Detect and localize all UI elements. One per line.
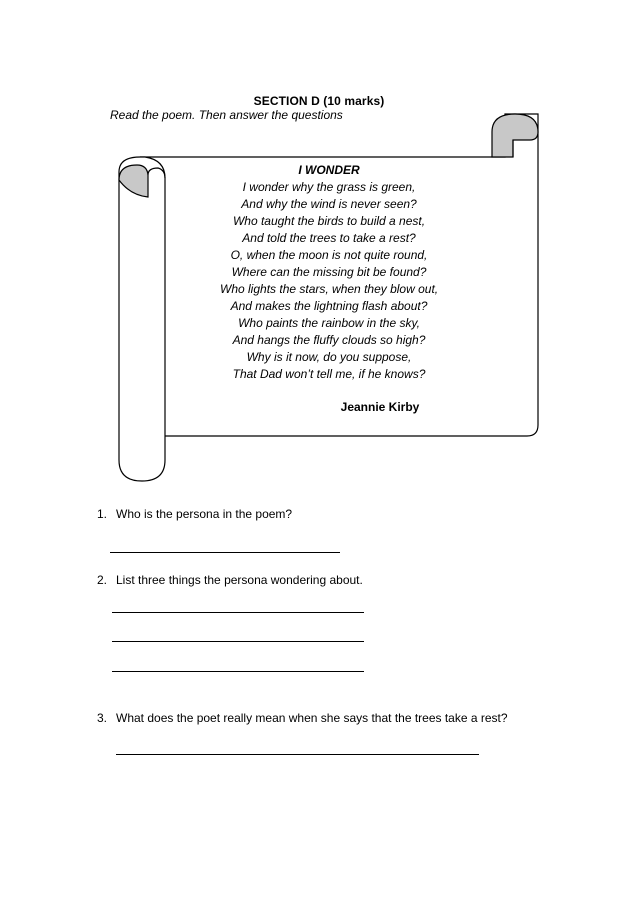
instruction-text: Read the poem. Then answer the questions <box>110 108 343 122</box>
poem-line: And told the trees to take a rest? <box>242 231 416 245</box>
poem-title: I WONDER <box>298 163 360 177</box>
answer-line-q2-1[interactable] <box>112 612 364 613</box>
poem-line: And makes the lightning flash about? <box>230 299 428 313</box>
answer-line-q1[interactable] <box>110 552 340 553</box>
poem-line: And why the wind is never seen? <box>241 197 417 211</box>
poem-line: That Dad won’t tell me, if he knows? <box>232 367 426 381</box>
question-text: List three things the persona wondering about. <box>116 573 363 587</box>
poem-line: I wonder why the grass is green, <box>242 180 416 194</box>
answer-line-q2-2[interactable] <box>112 641 364 642</box>
poem-line: Where can the missing bit be found? <box>231 265 427 279</box>
question-number: 1. <box>97 507 108 521</box>
answer-line-q3[interactable] <box>116 754 479 755</box>
poem-line: And hangs the fluffy clouds so high? <box>232 333 426 347</box>
poem-line: O, when the moon is not quite round, <box>230 248 428 262</box>
question-number: 2. <box>97 573 108 587</box>
question-number: 3. <box>97 711 108 725</box>
question-text: Who is the persona in the poem? <box>116 507 293 521</box>
section-title: SECTION D (10 marks) <box>253 94 385 108</box>
poem-line: Who taught the birds to build a nest, <box>232 214 426 228</box>
scroll-left-roll <box>119 157 165 481</box>
poem-line: Who lights the stars, when they blow out, <box>220 282 439 296</box>
poem <box>220 162 438 383</box>
poem-line: Who paints the rainbow in the sky, <box>238 316 420 330</box>
poem-author: Jeannie Kirby <box>340 400 420 414</box>
poem-line: Why is it now, do you suppose, <box>246 350 412 364</box>
question-text: What does the poet really mean when she says that the trees take a rest? <box>116 711 508 725</box>
answer-line-q2-3[interactable] <box>112 671 364 672</box>
